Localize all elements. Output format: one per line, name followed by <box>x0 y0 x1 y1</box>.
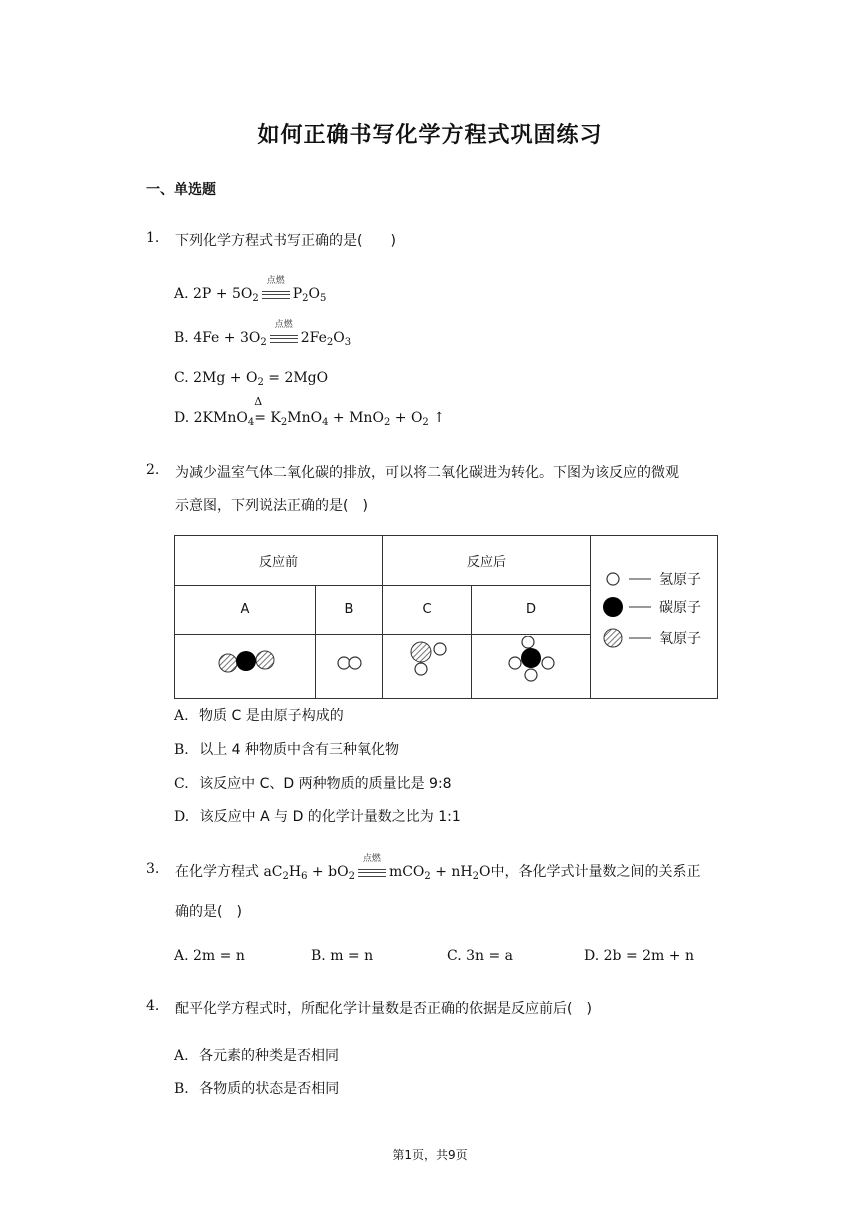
question-2-number: 2. <box>146 462 160 478</box>
question-4-option-b[interactable] <box>174 1078 339 1098</box>
option-label: A. <box>174 1048 189 1064</box>
question-1-option-d[interactable] <box>174 395 445 428</box>
option-label: B. <box>174 1081 189 1097</box>
reaction-table <box>174 535 718 699</box>
question-4-option-a[interactable] <box>174 1045 339 1065</box>
option-label: A. <box>174 286 189 302</box>
condition-label: 点燃 <box>274 320 293 330</box>
option-label: C. <box>174 776 189 792</box>
legend-carbon: 碳原子 <box>659 600 701 616</box>
legend-oxygen: 氧原子 <box>659 631 701 647</box>
h2o-molecule-icon <box>383 636 471 694</box>
question-3-option-c[interactable]: C. 3n = a <box>447 948 514 964</box>
option-text: 该反应中 A 与 D 的化学计量数之比为 1:1 <box>199 809 461 825</box>
h2-molecule-icon <box>316 636 382 694</box>
option-label: D. <box>174 410 190 426</box>
equation-q3: $aC_2H_6 + bO_2$ 点燃 $mCO_2 + nH_2O$ <box>263 864 490 880</box>
option-label: D. <box>174 809 190 825</box>
hydrogen-atom-icon <box>607 573 619 585</box>
option-text: 各物质的状态是否相同 <box>199 1081 340 1097</box>
option-label: A. <box>174 708 189 724</box>
equation-a: $2P + 5O_2$ 点燃 $P_2O_5$ <box>193 286 326 302</box>
molecule-b-cell <box>316 635 383 699</box>
legend-cell <box>591 536 718 699</box>
col-c-label: C <box>383 585 472 635</box>
molecule-a-cell <box>175 635 316 699</box>
molecule-c-cell <box>383 635 472 699</box>
question-3-text-post: 中，各化学式计量数之间的关系正 <box>490 864 701 880</box>
col-b-label: B <box>316 585 383 635</box>
col-a-label: A <box>175 585 316 635</box>
col-d-label: D <box>472 585 591 635</box>
question-2-option-b[interactable] <box>174 739 399 759</box>
section-heading: 一、单选题 <box>146 182 216 198</box>
option-text: 该反应中 C、D 两种物质的质量比是 9:8 <box>199 776 452 792</box>
equation-c: $2Mg + O_2 = 2MgO$ <box>193 370 329 388</box>
page-footer: 第1页，共9页 <box>392 1148 468 1162</box>
question-3-text-line1 <box>175 854 701 882</box>
equation-b: $4Fe + 3O_2$ 点燃 $2Fe_2O_3$ <box>193 330 351 346</box>
co2-molecule-icon <box>175 636 315 694</box>
gas-arrow: ↑ <box>433 410 445 426</box>
oxygen-atom-icon <box>604 629 622 647</box>
option-label: C. <box>174 370 189 386</box>
question-3-option-b[interactable]: B. m = n <box>311 948 374 964</box>
page-title: 如何正确书写化学方程式巩固练习 <box>257 123 603 148</box>
header-after: 反应后 <box>383 536 591 586</box>
question-2-text-line1: 为减少温室气体二氧化碳的排放，可以将二氧化碳进为转化。下图为该反应的微观 <box>175 465 679 481</box>
legend-hydrogen: 氢原子 <box>659 572 701 588</box>
question-4-text: 配平化学方程式时，所配化学计量数是否正确的依据是反应前后( ) <box>175 1001 592 1017</box>
carbon-atom-icon <box>603 597 623 617</box>
question-2-option-d[interactable] <box>174 806 461 826</box>
ch4-molecule-icon <box>472 636 590 694</box>
condition-label: 点燃 <box>362 854 381 864</box>
option-label: B. <box>174 742 189 758</box>
question-3-number: 3. <box>146 861 160 877</box>
question-1-option-b[interactable] <box>174 320 352 348</box>
question-2-option-a[interactable] <box>174 705 344 725</box>
question-3-text-pre: 在化学方程式 <box>175 864 259 880</box>
option-text: 物质 C 是由原子构成的 <box>199 708 344 724</box>
question-1-text: 下列化学方程式书写正确的是( ) <box>175 233 396 249</box>
question-3-option-a[interactable]: A. 2m = n <box>174 948 245 964</box>
heat-symbol: Δ <box>254 395 263 408</box>
question-3-option-d[interactable]: D. 2b = 2m + n <box>584 948 694 964</box>
option-text: 各元素的种类是否相同 <box>199 1048 340 1064</box>
question-2-option-c[interactable] <box>174 773 452 793</box>
equation-d: 2KMnO$_4$ Δ = $K_2MnO_4 + MnO_2 + O_2$ ↑ <box>193 395 445 428</box>
header-before: 反应前 <box>175 536 383 586</box>
condition-label: 点燃 <box>266 276 285 286</box>
question-2-text-line2: 示意图，下列说法正确的是( ) <box>175 498 368 514</box>
question-1-option-a[interactable] <box>174 276 327 304</box>
atom-legend <box>591 536 717 694</box>
molecule-d-cell <box>472 635 591 699</box>
option-label: B. <box>174 330 189 346</box>
question-4-number: 4. <box>146 998 160 1014</box>
question-3-text-line2: 确的是( ) <box>175 904 242 920</box>
option-text: 以上 4 种物质中含有三种氧化物 <box>199 742 400 758</box>
question-1-option-c[interactable] <box>174 370 328 386</box>
question-1-number: 1. <box>146 230 160 246</box>
